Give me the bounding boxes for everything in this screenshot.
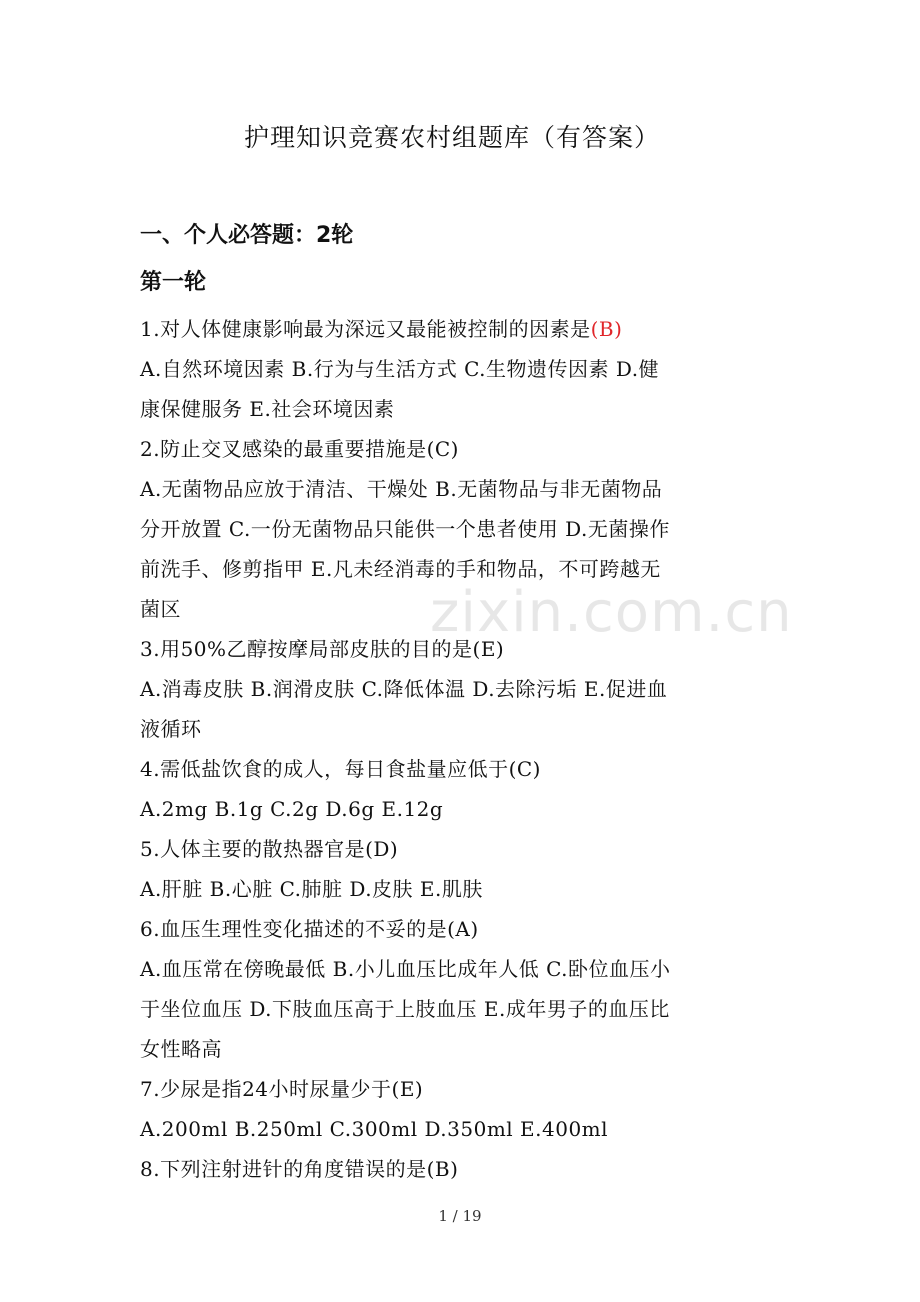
question-2-stem: 2.防止交叉感染的最重要措施是(C) bbox=[140, 437, 459, 461]
question-2-options-cont: 菌区 bbox=[140, 597, 181, 621]
question-5-stem: 5.人体主要的散热器官是(D) bbox=[140, 837, 399, 861]
question-7-options: A.200ml B.250ml C.300ml D.350ml E.400ml bbox=[140, 1117, 609, 1141]
question-5-options: A.肝脏 B.心脏 C.肺脏 D.皮肤 E.肌肤 bbox=[140, 877, 483, 901]
question-4-stem: 4.需低盐饮食的成人，每日食盐量应低于(C) bbox=[140, 757, 541, 781]
question-2-options: A.无菌物品应放于清洁、干燥处 B.无菌物品与非无菌物品 bbox=[140, 477, 663, 501]
site-watermark: zixin.com.cn bbox=[430, 580, 793, 645]
question-list bbox=[140, 309, 785, 1189]
document-title: 护理知识竞赛农村组题库（有答案） bbox=[243, 123, 660, 152]
question-6-options-cont: 女性略高 bbox=[140, 1037, 222, 1061]
question-7-stem: 7.少尿是指24小时尿量少于(E) bbox=[140, 1077, 424, 1101]
round-heading: 第一轮 bbox=[140, 270, 207, 295]
section-heading: 一、个人必答题：2轮 bbox=[140, 223, 354, 248]
question-4-options: A.2mg B.1g C.2g D.6g E.12g bbox=[140, 797, 444, 821]
question-6-stem: 6.血压生理性变化描述的不妥的是(A) bbox=[140, 917, 479, 941]
question-1-options-cont: 康保健服务 E.社会环境因素 bbox=[140, 397, 395, 421]
question-2-options-cont: 分开放置 C.一份无菌物品只能供一个患者使用 D.无菌操作 bbox=[140, 517, 670, 541]
question-3-options: A.消毒皮肤 B.润滑皮肤 C.降低体温 D.去除污垢 E.促进血 bbox=[140, 677, 668, 701]
question-6-options-cont: 于坐位血压 D.下肢血压高于上肢血压 E.成年男子的血压比 bbox=[140, 997, 670, 1021]
question-3-stem: 3.用50%乙醇按摩局部皮肤的目的是(E) bbox=[140, 637, 505, 661]
page-number: 1 / 19 bbox=[438, 1207, 482, 1225]
answer-mark: (B) bbox=[590, 317, 623, 341]
question-6-options: A.血压常在傍晚最低 B.小儿血压比成年人低 C.卧位血压小 bbox=[140, 957, 671, 981]
question-2-options-cont: 前洗手、修剪指甲 E.凡未经消毒的手和物品，不可跨越无 bbox=[140, 557, 661, 581]
question-1-options: A.自然环境因素 B.行为与生活方式 C.生物遗传因素 D.健 bbox=[140, 357, 660, 381]
question-1-stem: 1.对人体健康影响最为深远又最能被控制的因素是(B) bbox=[140, 317, 623, 341]
question-8-stem: 8.下列注射进针的角度错误的是(B) bbox=[140, 1157, 459, 1181]
question-3-options-cont: 液循环 bbox=[140, 717, 202, 741]
